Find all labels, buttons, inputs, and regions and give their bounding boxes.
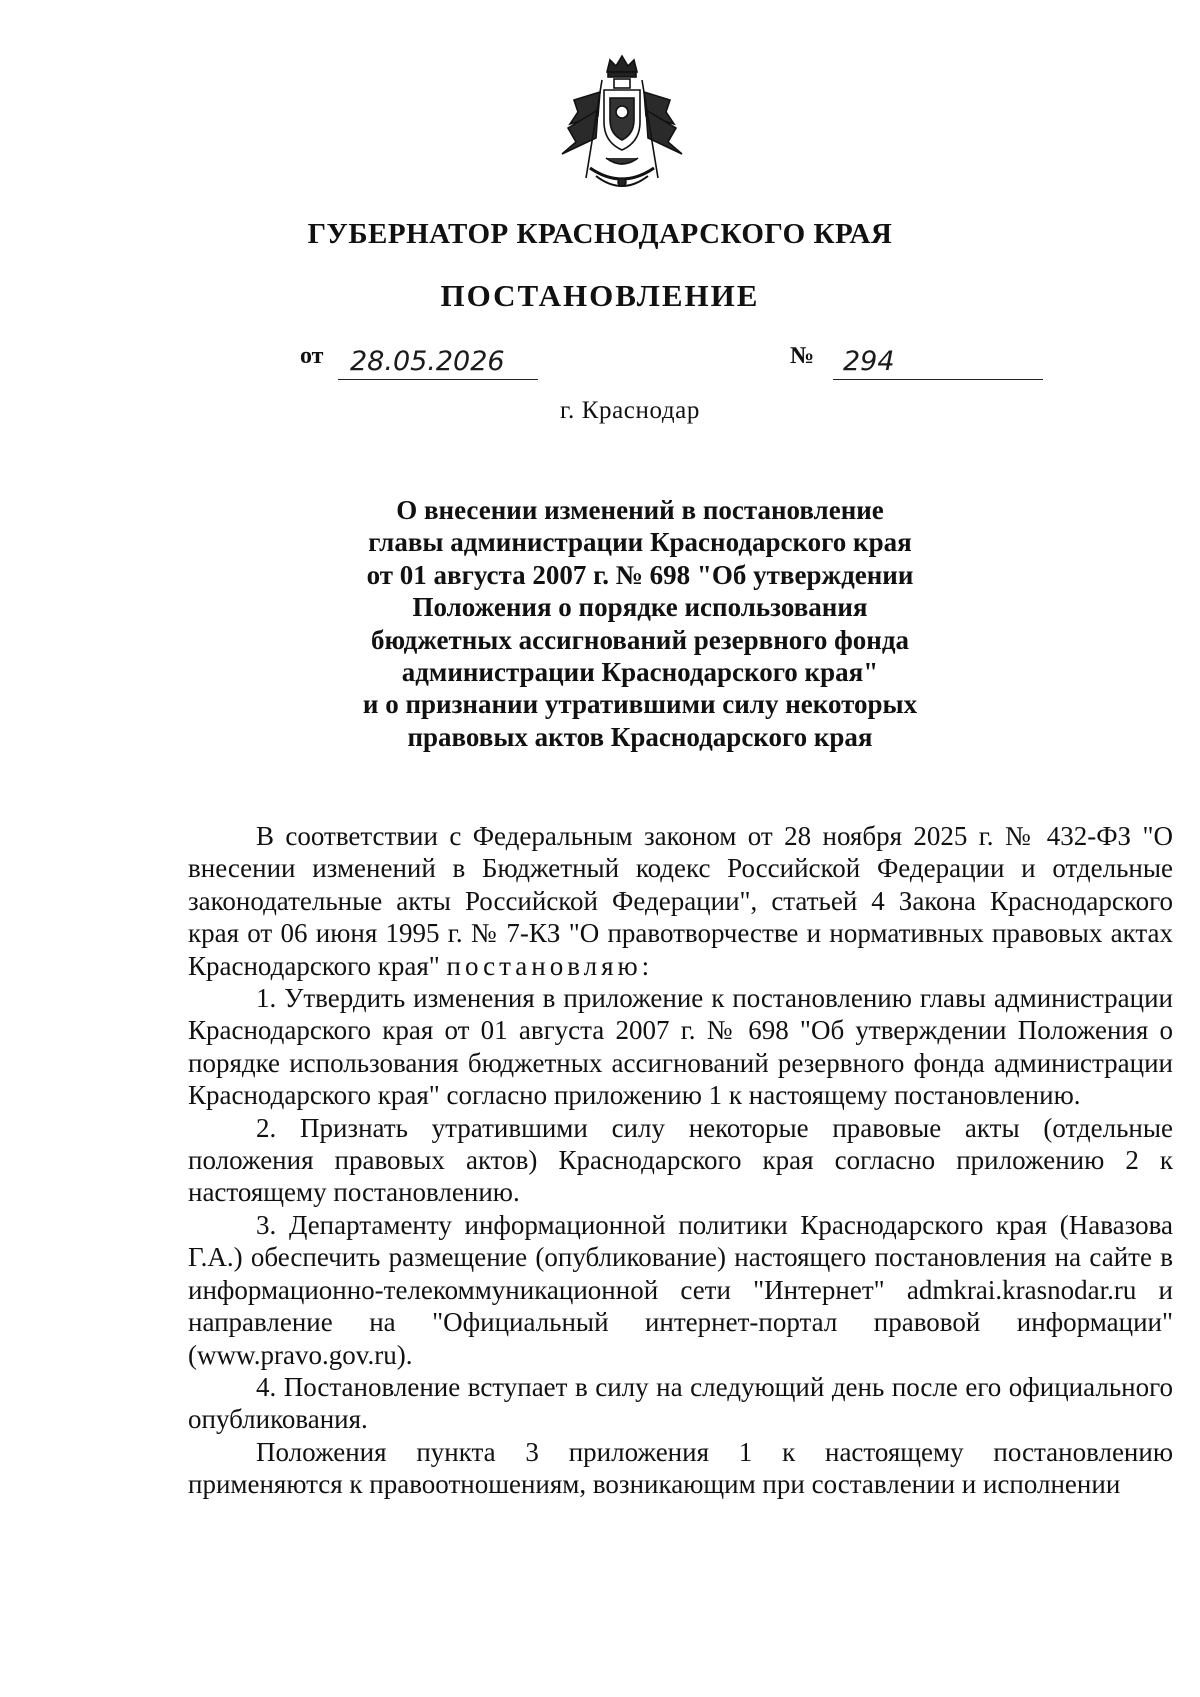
title-line: администрации Краснодарского края" (401, 657, 879, 688)
title-line: от 01 августа 2007 г. № 698 "Об утверждении (366, 559, 914, 590)
preamble-paragraph (188, 820, 1173, 982)
title-line: бюджетных ассигнований резервного фонда (371, 624, 909, 655)
coat-of-arms-icon (552, 50, 692, 198)
document-number: 294 (833, 344, 1043, 380)
document-city: г. Краснодар (560, 397, 700, 424)
number-label: № (790, 343, 815, 369)
preamble-text: В соответствии с Федеральным законом от 28 ноября 2025 г. № 432-ФЗ "О внесении изменений в Бюджетный кодекс Российской Федерации и отдельные законодательные акты Российской Федерации", статьей 4 Закона Краснодарского края от 06 июня 1995 г. № 7-КЗ "О правотворчестве и нормативных правовых актах Краснодарского края" (188, 821, 1173, 981)
document-title (300, 494, 980, 753)
document-date: 28.05.2026 (338, 344, 538, 380)
decree-word: постановляю: (446, 950, 654, 981)
item-paragraph: 3. Департаменту информационной политики Краснодарского края (Навазова Г.А.) обеспечить размещение (опубликование) настоящего постановления на сайте в информационно-телекоммуникационной сети "Интернет" admkrai.krasnodar.ru и направление на "Официальный интернет-портал правовой информации" (www.pravo.gov.ru). (188, 1209, 1173, 1370)
item-paragraph: 4. Постановление вступает в силу на следующий день после его официального опубликования. (188, 1371, 1173, 1435)
item-paragraph: Положения пункта 3 приложения 1 к настоящему постановлению применяются к правоотношениям, возникающим при составлении и исполнении (188, 1436, 1173, 1500)
item-paragraph: 2. Признать утратившими силу некоторые правовые акты (отдельные положения правовых актов) Краснодарского края согласно приложению 2 к настоящему постановлению. (188, 1112, 1173, 1208)
document-body (188, 820, 1173, 1501)
title-line: О внесении изменений в постановление (396, 495, 884, 525)
date-label: от (300, 343, 324, 369)
title-line: Положения о порядке использования (412, 592, 868, 623)
title-line: правовых актов Краснодарского края (407, 721, 873, 752)
title-line: главы администрации Краснодарского края (368, 527, 912, 558)
title-line: и о признании утратившими силу некоторых (362, 689, 918, 720)
document-type: ПОСТАНОВЛЕНИЕ (440, 278, 760, 313)
item-paragraph: 1. Утвердить изменения в приложение к постановлению главы администрации Краснодарского края от 01 августа 2007 г. № 698 "Об утверждении Положения о порядке использования бюджетных ассигнований резервного фонда администрации Краснодарского края" согласно приложению 1 к настоящему постановлению. (188, 983, 1173, 1111)
issuing-authority: ГУБЕРНАТОР КРАСНОДАРСКОГО КРАЯ (307, 218, 893, 250)
